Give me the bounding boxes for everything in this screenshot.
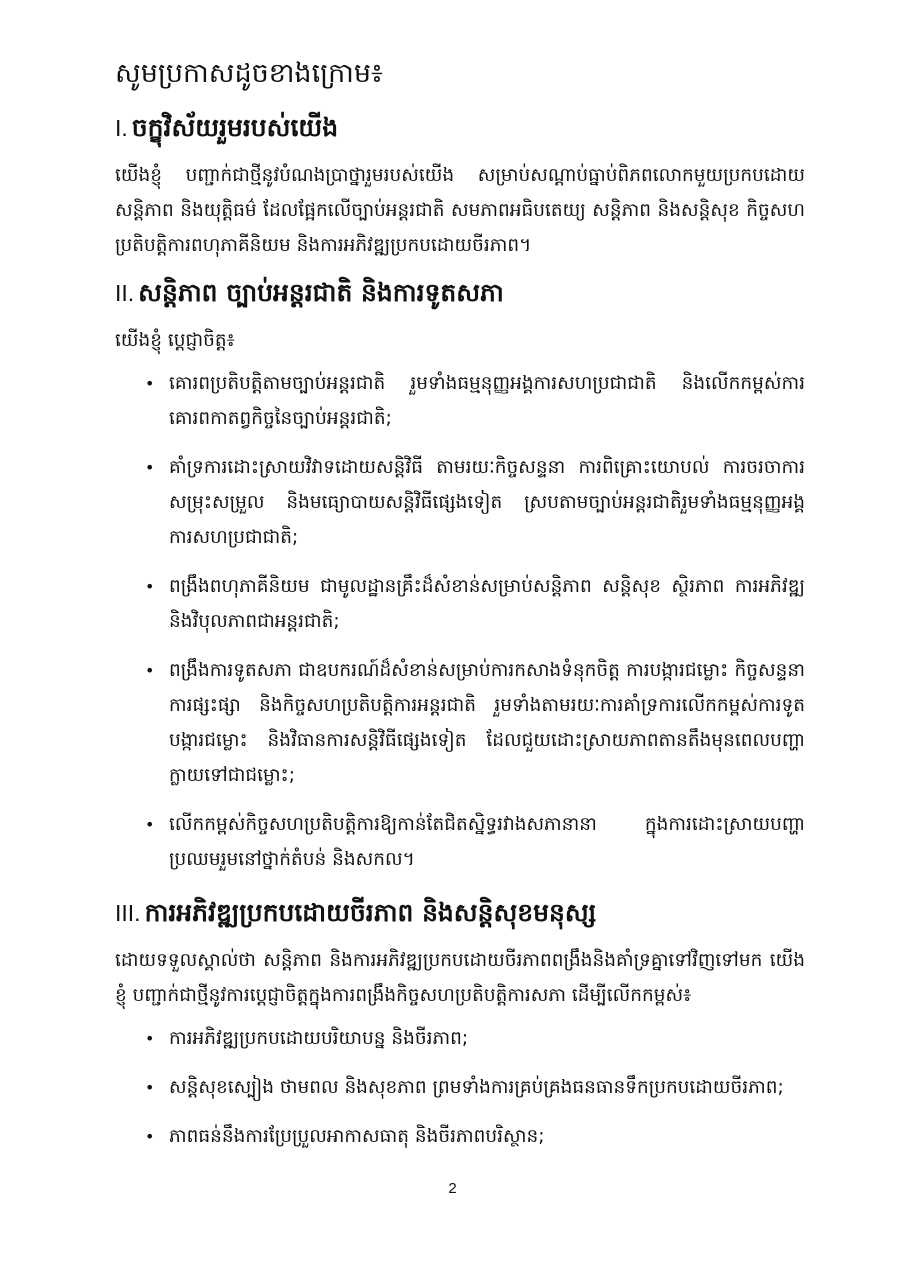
list-item: [145, 366, 805, 436]
list-item-text: ពង្រឹងការទូតសភា ជាឧបករណ៍ដ៏សំខាន់សម្រាប់ការកសាងទំនុកចិត្ត ការបង្ការជម្លោះ កិច្ចសន្ទនា ការផ្សះផ្សា និងកិច្ចសហប្រតិបត្តិការអន្តរជាតិ រួមទាំងតាមរយៈការគាំទ្រការលើកកម្ពស់ការទូតបង្ការជម្លោះ និងវិធានការសន្តិវិធីផ្សេងទៀត ដែលជួយដោះស្រាយភាពតានតឹងមុនពេលបញ្ហាក្លាយទៅជាជម្លោះ;: [169, 660, 805, 786]
section-2: [115, 271, 805, 877]
list-item: [145, 653, 805, 793]
list-item-text: ពង្រឹងពហុភាគីនិយម ជាមូលដ្ឋានគ្រឹះដ៏សំខាន់សម្រាប់សន្តិភាព សន្តិសុខ ស្ថិរភាព ការអភិវឌ្ឍ និងវិបុលភាពជាអន្តរជាតិ;: [169, 576, 805, 632]
list-item: [145, 1021, 805, 1056]
section-title: ចក្ខុវិស័យរួមរបស់យើង: [131, 113, 339, 142]
bullet-icon: •: [145, 1078, 155, 1097]
list-item-text: ការអភិវឌ្ឍប្រកបដោយបរិយាបន្ន និងចីរភាព;: [169, 1028, 469, 1049]
section-heading: [115, 106, 805, 150]
list-item: [145, 1119, 805, 1154]
page-number: 2: [448, 1180, 457, 1197]
bullet-icon: •: [145, 577, 155, 596]
section-heading: [115, 891, 805, 935]
bullet-icon: •: [145, 1127, 155, 1146]
list-item: [145, 1070, 805, 1105]
bullet-list: [115, 1021, 805, 1154]
paragraph: ដោយទទួលស្គាល់ថា សន្តិភាព និងការអភិវឌ្ឍប្រកបដោយចីរភាពពង្រឹងនិងគាំទ្រគ្នាទៅវិញទៅមក យើងខ្ញុំ បញ្ជាក់ជាថ្មីនូវការប្តេជ្ញាចិត្តក្នុងការពង្រឹងកិច្ចសហប្រតិបត្តិការសភា ដើម្បីលើកកម្ពស់៖: [115, 950, 805, 1006]
intro-line: សូមប្រកាសដូចខាងក្រោម៖: [115, 58, 383, 89]
list-item-text: គោរពប្រតិបត្តិតាមច្បាប់អន្តរជាតិ រួមទាំងធម្មនុញ្ញអង្គការសហប្រជាជាតិ និងលើកកម្ពស់ការគោរពកាតព្វកិច្ចនៃច្បាប់អន្តរជាតិ;: [169, 373, 805, 429]
bullet-icon: •: [145, 1029, 155, 1048]
bullet-icon: •: [145, 458, 155, 477]
paragraph: យើងខ្ញុំ បញ្ជាក់ជាថ្មីនូវបំណងប្រាថ្នារួមរបស់យើង សម្រាប់សណ្តាប់ធ្នាប់ពិភពលោកមួយប្រកបដោយសន្តិភាព និងយុត្តិធម៌ ដែលផ្អែកលើច្បាប់អន្តរជាតិ សមភាពអធិបតេយ្យ សន្តិភាព និងសន្តិសុខ កិច្ចសហប្រតិបត្តិការពហុភាគីនិយម និងការអភិវឌ្ឍប្រកបដោយចីរភាព។: [115, 165, 805, 256]
list-item-text: គាំទ្រការដោះស្រាយវិវាទដោយសន្តិវិធី តាមរយៈកិច្ចសន្ទនា ការពិគ្រោះយោបល់ ការចរចាការសម្រុះសម្រួល និងមធ្យោបាយសន្តិវិធីផ្សេងទៀត ស្របតាមច្បាប់អន្តរជាតិរួមទាំងធម្មនុញ្ញអង្គការសហប្រជាជាតិ;: [169, 457, 805, 548]
section-title: ការអភិវឌ្ឍប្រកបដោយចីរភាព និងសន្តិសុខមនុស្ស: [144, 898, 597, 927]
list-item-text: សន្តិសុខស្បៀង ថាមពល និងសុខភាព ព្រមទាំងការគ្រប់គ្រងធនធានទឹកប្រកបដោយចីរភាព;: [169, 1077, 784, 1098]
section-number: II.: [115, 280, 135, 306]
list-item: [145, 807, 805, 877]
section-1: [115, 106, 805, 263]
section-number: III.: [115, 900, 141, 926]
list-item: [145, 569, 805, 639]
section-number: I.: [115, 115, 128, 141]
paragraph: យើងខ្ញុំ ប្តេជ្ញាចិត្ត៖: [115, 330, 235, 351]
section-heading: [115, 271, 805, 315]
bullet-icon: •: [145, 374, 155, 393]
list-item-text: លើកកម្ពស់កិច្ចសហប្រតិបត្តិការឱ្យកាន់តែជិតស្និទ្ធរវាងសភានានា ក្នុងការដោះស្រាយបញ្ហាប្រឈមរួមនៅថ្នាក់តំបន់ និងសកល។: [169, 814, 805, 870]
bullet-icon: •: [145, 661, 155, 680]
list-item: [145, 450, 805, 555]
bullet-icon: •: [145, 815, 155, 834]
list-item-text: ភាពធន់នឹងការប្រែប្រួលអាកាសធាតុ និងចីរភាពបរិស្ថាន;: [169, 1126, 545, 1147]
section-3: [115, 891, 805, 1154]
bullet-list: [115, 366, 805, 877]
section-title: សន្តិភាព ច្បាប់អន្តរជាតិ និងការទូតសភា: [138, 278, 504, 307]
